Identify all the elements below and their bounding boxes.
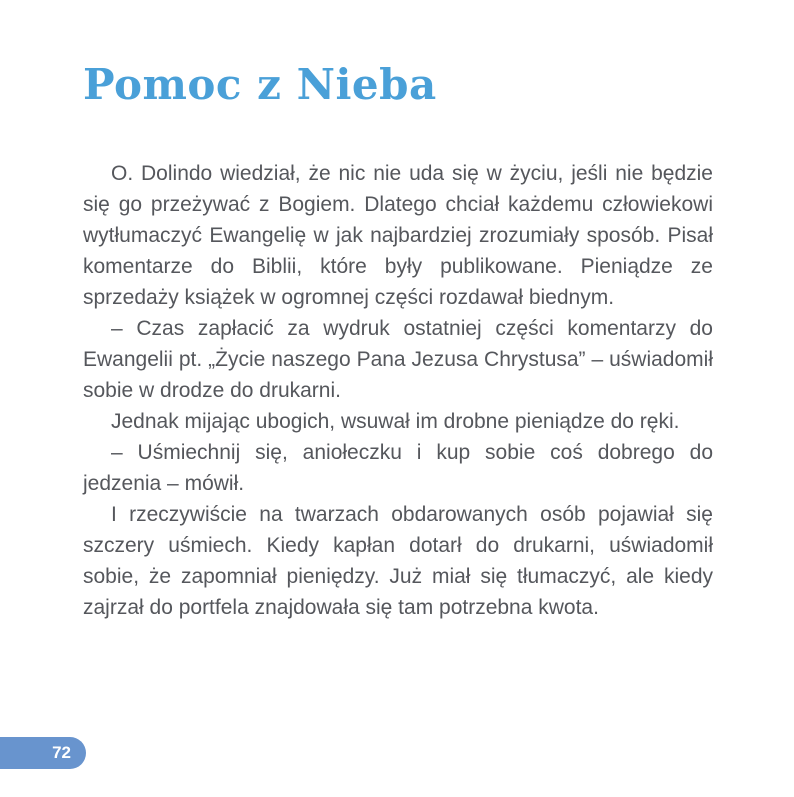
paragraph: – Uśmiechnij się, aniołeczku i kup sobie coś dobrego do jedzenia – mówił. <box>83 441 713 495</box>
body-text <box>83 158 713 623</box>
paragraph: I rzeczywiście na twarzach obdarowanych osób pojawiał się szczery uśmiech. Kiedy kapłan dotarł do drukarni, uświadomił sobie, że zapomniał pieniędzy. Już miał się tłumaczyć, ale kiedy zajrzał do portfela znajdowała się tam potrzebna kwota. <box>83 503 713 619</box>
paragraph: – Czas zapłacić za wydruk ostatniej części komentarzy do Ewangelii pt. „Życie naszego Pana Jezusa Chrystusa” – uświadomił sobie w drodze do drukarni. <box>83 317 713 402</box>
page-number-badge <box>0 737 86 769</box>
page-number: 72 <box>52 743 71 762</box>
paragraph: Jednak mijając ubogich, wsuwał im drobne pieniądze do ręki. <box>111 410 680 433</box>
paragraph: O. Dolindo wiedział, że nic nie uda się w życiu, jeśli nie będzie się go przeżywać z Bogiem. Dlatego chciał każdemu człowiekowi wytłumaczyć Ewangelię w jak najbardziej zrozumiały sposób. Pisał komentarze do Biblii, które były publikowane. Pieniądze ze sprzedaży książek w ogromnej części rozdawał biednym. <box>83 162 713 309</box>
page-title: Pomoc z Nieba <box>83 60 437 109</box>
